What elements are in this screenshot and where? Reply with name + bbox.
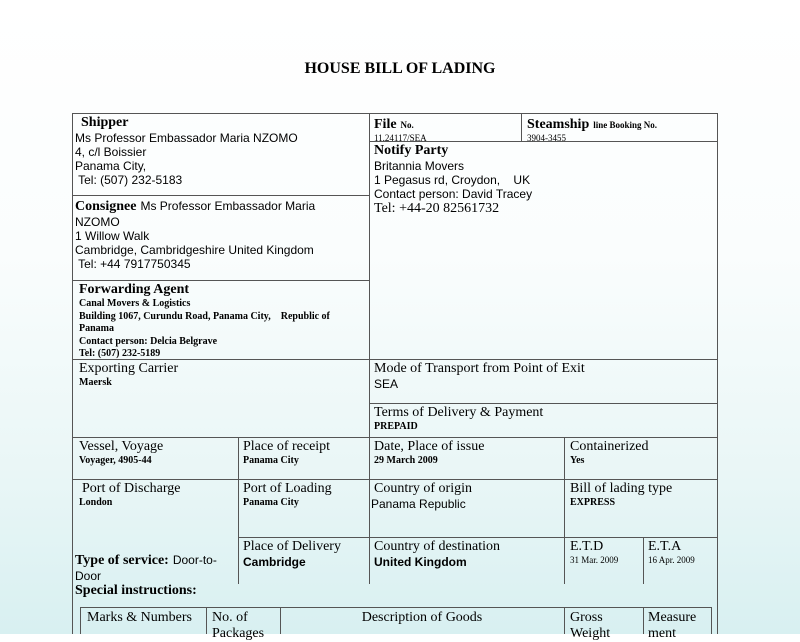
steamship-section [527, 115, 715, 144]
containerized-label: Containerized [570, 439, 649, 454]
eta-value: 16 Apr. 2009 [648, 555, 695, 565]
containerized-value: Yes [570, 455, 585, 466]
consignee-line: Tel: +44 7917750345 [75, 257, 191, 271]
containerized-section [570, 439, 715, 467]
special-instructions-label: Special instructions: [75, 583, 197, 598]
port-of-loading-section [243, 481, 367, 509]
document-title: HOUSE BILL OF LADING [304, 60, 496, 77]
mode-of-transport-section [374, 361, 714, 391]
shipper-line: Ms Professor Embassador Maria NZOMO [75, 131, 298, 145]
place-of-receipt-section [243, 439, 367, 467]
forwarding-agent-label: Forwarding Agent [79, 282, 190, 297]
exporting-carrier-value: Maersk [79, 377, 112, 388]
terms-label: Terms of Delivery & Payment [374, 405, 544, 420]
goods-header-packages-line2: Packages [212, 626, 265, 641]
port-of-loading-value: Panama City [243, 497, 299, 508]
type-of-service-value: Door [75, 569, 102, 583]
consignee-line: NZOMO [75, 215, 120, 229]
etd-label: E.T.D [570, 539, 604, 554]
shipper-line: 4, c/l Boissier [75, 145, 147, 159]
terms-value: PREPAID [374, 421, 418, 432]
goods-header-marks: Marks & Numbers [87, 610, 192, 625]
notify-party-label: Notify Party [374, 143, 449, 158]
country-of-origin-value: Panama Republic [371, 497, 466, 511]
type-of-service-label: Type of service: [75, 553, 169, 568]
file-label: File [374, 117, 397, 132]
vessel-label: Vessel, Voyage [79, 439, 164, 454]
etd-section [570, 539, 642, 566]
consignee-line: Cambridge, Cambridgeshire United Kingdom [75, 243, 314, 257]
notify-party-line: Britannia Movers [374, 159, 465, 173]
mode-of-transport-value: SEA [374, 377, 399, 391]
notify-party-line: 1 Pegasus rd, Croydon, UK [374, 173, 531, 187]
goods-header-description: Description of Goods [361, 610, 483, 625]
booking-number-value: 3904-3455 [527, 133, 566, 143]
forwarding-agent-line: Canal Movers & Logistics [79, 298, 191, 309]
forwarding-agent-line: Building 1067, Curundu Road, Panama City, Republic of [79, 310, 330, 322]
type-of-service-section [75, 551, 235, 599]
vessel-value: Voyager, 4905-44 [79, 455, 152, 466]
consignee-label: Consignee [75, 199, 137, 214]
country-of-destination-section [374, 539, 562, 569]
place-of-delivery-label: Place of Delivery [243, 539, 341, 554]
port-of-discharge-section [79, 481, 235, 509]
port-of-discharge-value: London [79, 497, 113, 508]
terms-section [374, 405, 714, 433]
notify-party-line: Contact person: David Tracey [374, 187, 533, 201]
consignee-line: Ms Professor Embassador Maria [140, 199, 316, 213]
bill-type-value: EXPRESS [570, 497, 616, 508]
country-of-origin-section [371, 481, 562, 511]
etd-value: 31 Mar. 2009 [570, 555, 619, 565]
steamship-label: Steamship [527, 117, 590, 132]
date-place-issue-value: 29 March 2009 [374, 455, 438, 466]
goods-header-packages: No. of [212, 610, 248, 625]
exporting-carrier-label: Exporting Carrier [79, 361, 179, 376]
place-of-receipt-value: Panama City [243, 455, 299, 466]
shipper-section [75, 115, 367, 187]
country-of-destination-label: Country of destination [374, 539, 500, 554]
shipper-line: Panama City, [75, 159, 147, 173]
place-of-delivery-section [243, 539, 367, 569]
shipper-label: Shipper [81, 115, 129, 130]
country-of-origin-label: Country of origin [374, 481, 472, 496]
forwarding-agent-line: Panama [79, 323, 114, 334]
place-of-receipt-label: Place of receipt [243, 439, 331, 454]
vessel-section [79, 439, 235, 467]
type-of-service-value: Door-to- [172, 553, 217, 567]
shipper-line: Tel: (507) 232-5183 [75, 173, 183, 187]
forwarding-agent-line: Tel: (507) 232-5189 [79, 348, 161, 359]
country-of-destination-value: United Kingdom [374, 555, 467, 569]
bill-type-section [570, 481, 715, 509]
eta-label: E.T.A [648, 539, 682, 554]
steamship-label-suffix: line Booking No. [593, 120, 657, 130]
notify-party-section [374, 143, 714, 217]
forwarding-agent-section [79, 282, 367, 361]
eta-section [648, 539, 716, 566]
consignee-line: 1 Willow Walk [75, 229, 150, 243]
forwarding-agent-line: Contact person: Delcia Belgrave [79, 335, 218, 347]
goods-header-weight-line2: Weight [570, 626, 611, 641]
goods-header-measurement: Measure [648, 610, 697, 625]
consignee-section [75, 197, 367, 271]
port-of-loading-label: Port of Loading [243, 481, 332, 496]
goods-header-measurement-line2: ment [648, 626, 676, 641]
notify-party-tel: Tel: +44-20 82561732 [374, 201, 500, 216]
bill-type-label: Bill of lading type [570, 481, 673, 496]
exporting-carrier-section [79, 361, 367, 389]
file-label-suffix: No. [400, 120, 414, 130]
mode-of-transport-label: Mode of Transport from Point of Exit [374, 361, 585, 376]
date-place-issue-label: Date, Place of issue [374, 439, 485, 454]
file-number-section [374, 115, 519, 144]
date-place-issue-section [374, 439, 562, 467]
goods-header-weight: Gross [570, 610, 603, 625]
place-of-delivery-value: Cambridge [243, 555, 306, 569]
file-number-value: 11.24117/SEA [374, 133, 427, 143]
port-of-discharge-label: Port of Discharge [82, 481, 181, 496]
